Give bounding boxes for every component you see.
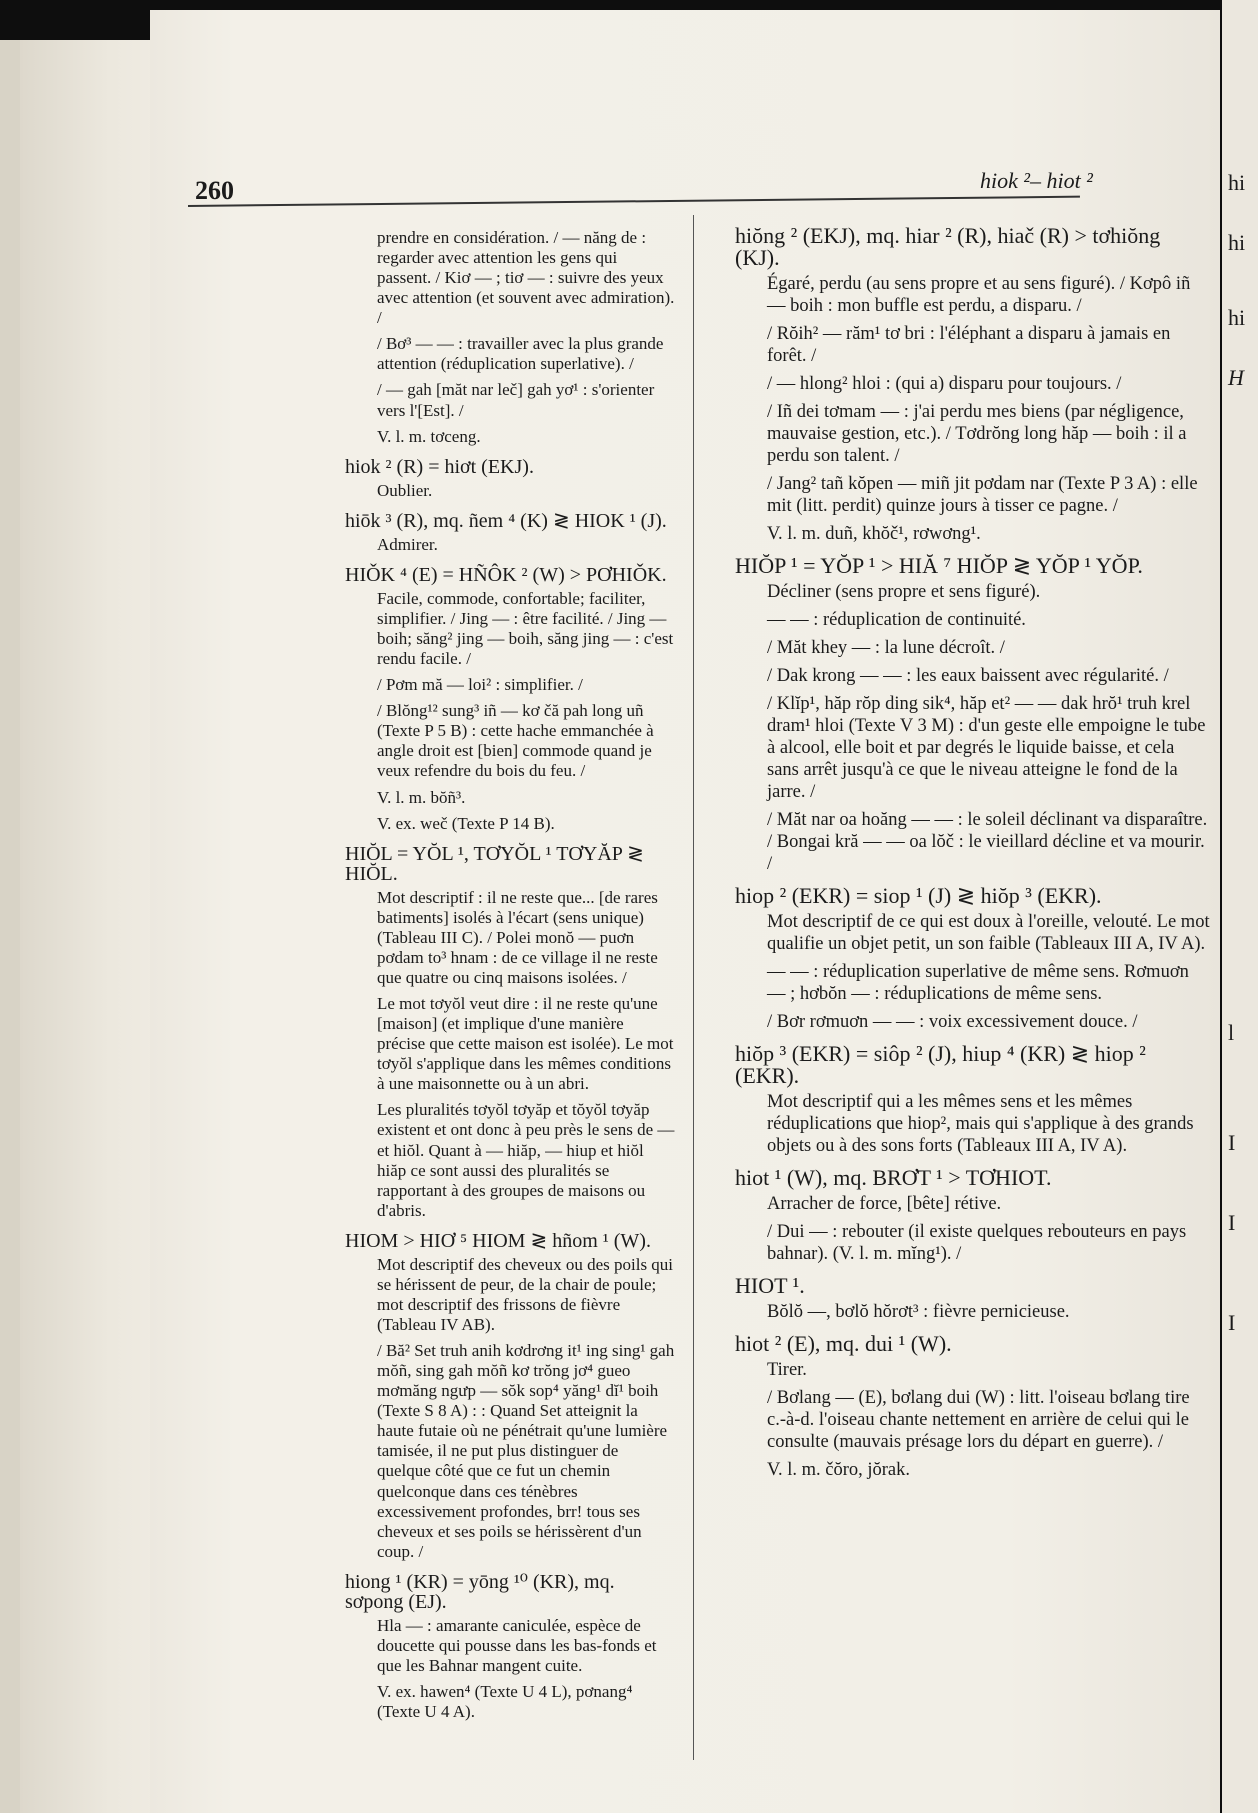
dictionary-definition: V. l. m. čŏro, jŏrak. — [767, 1460, 911, 1480]
running-head: hiok ²– hiot ² — [980, 168, 1093, 193]
dictionary-headword: HIOM > HIƠ ⁵ HIOM ≷ hñom ¹ (W). — [345, 1229, 651, 1252]
page-number: 260 — [195, 176, 234, 205]
dictionary-definition: Le mot tơyŏl veut dire : il ne reste qu'une [maison] (et implique d'une manière précise que cette maison est isolée). Le mot tơyŏl s'applique dans les mêmes conditions à une maisonnette ou à un abri. — [377, 994, 674, 1094]
dictionary-definition: / Bă² Set truh anih kơdrơng it¹ ing sing¹ gah mŏñ, sing gah mŏñ kơ trŏng jơ⁴ gueo mơmăng ngưp — sŏk sop⁴ yăng¹ dĭ¹ boih (Texte S 8 A) : : Quand Set atteignit la haute futaie où ne pénétrait qu'une lumière tamisée, il ne put plus distinguer de quelque côté que ce fut un chemin quelconque dans ces ténèbres excessivement profondes, brr! tous ses cheveux et ses poils se hérissèrent d'un coup. / — [377, 1341, 675, 1561]
dictionary-definition: — — : réduplication de continuité. — [767, 610, 1026, 630]
dictionary-headword: hiŏng ² (EKJ), mq. hiar ² (R), hiač (R) > tơhiŏng (KJ). — [735, 223, 1161, 270]
dictionary-definition: Oublier. — [377, 480, 433, 500]
dictionary-definition: Admirer. — [377, 534, 438, 554]
dictionary-definition: V. ex. weč (Texte P 14 B). — [377, 813, 555, 833]
dictionary-headword: HIŎL = YŎL ¹, TƠYŎL ¹ TƠYĂP ≷ HIŎL. — [345, 842, 644, 885]
next-page-edge — [1222, 0, 1258, 1813]
dictionary-definition: / Dui — : rebouter (il existe quelques rebouteurs en pays bahnar). (V. l. m. mĭng¹). / — [767, 1222, 1187, 1264]
column-divider — [693, 215, 694, 1760]
next-page-fragment: hi — [1228, 305, 1246, 330]
dictionary-definition: / Rŏih² — răm¹ tơ bri : l'éléphant a disparu à jamais en forêt. / — [767, 324, 1171, 366]
next-page-fragment: I — [1228, 1130, 1236, 1155]
dictionary-headword: hiong ¹ (KR) = yōng ¹⁰ (KR), mq. sơpong (EJ). — [345, 1570, 615, 1613]
dictionary-definition: / Jang² tañ kŏpen — miñ jit pơdam nar (Texte P 3 A) : elle mit (litt. perdit) quinze jours à tisser ce pagne. / — [767, 474, 1198, 516]
dictionary-definition: Tirer. — [767, 1360, 807, 1380]
dictionary-definition: V. ex. hawen⁴ (Texte U 4 L), pơnang⁴ (Texte U 4 A). — [377, 1682, 633, 1722]
next-page-fragment: hi — [1228, 170, 1246, 195]
dictionary-definition: Facile, commode, confortable; faciliter, simplifier. / Jing — : être facilité. / Jing — boih; săng² jing — boih, săng jing — : c'est rendu facile. / — [377, 588, 674, 669]
dictionary-headword: HIŎP ¹ = YŎP ¹ > HIĂ ⁷ HIŎP ≷ YŎP ¹ YŎP. — [735, 553, 1143, 578]
dictionary-definition: / Bơr rơmuơn — — : voix excessivement douce. / — [767, 1012, 1138, 1032]
next-page-fragment: hi — [1228, 230, 1246, 255]
dictionary-definition: — — : réduplication superlative de même sens. Rơmuơn — ; hơbŏn — : réduplications de même sens. — [767, 962, 1189, 1004]
dictionary-definition: / Măt nar oa hoăng — — : le soleil déclinant va disparaître. / Bongai kră — — oa lŏč : le vieillard décline et va mourir. / — [767, 810, 1208, 874]
dictionary-definition: / Blŏng¹² sung³ iñ — kơ čă pah long uñ (Texte P 5 B) : cette hache emmanchée à angle droit est [bien] commode quand je veux refendre du bois du feu. / — [377, 701, 654, 781]
dictionary-definition: / Pơm mă — loi² : simplifier. / — [377, 675, 583, 695]
dictionary-headword: HIǑK ⁴ (E) = HÑÔK ² (W) > PƠHIǑK. — [345, 563, 667, 586]
dictionary-definition: / — gah [măt nar leč] gah yơ¹ : s'orienter vers l'[Est]. / — [377, 380, 655, 420]
dictionary-headword: hiot ² (E), mq. dui ¹ (W). — [735, 1331, 952, 1356]
next-page-fragment: l — [1228, 1020, 1235, 1045]
left-column — [345, 228, 675, 1728]
dictionary-definition: / Klĭp¹, hăp rŏp ding sik⁴, hăp et² — — dak hrŏ¹ truh krel dram¹ hloi (Texte V 3 M) : d'un geste elle empoigne le tube à alcool, elle boit et par degrés le liquide baisse, et cela sans arrêt jusqu'à ce que le niveau atteigne le fond de la jarre. / — [767, 694, 1206, 802]
dictionary-definition: Mot descriptif : il ne reste que... [de rares batiments] isolés à l'écart (sens unique) (Tableau III C). / Polei monŏ — puơn pơdam to³ hnam : de ce village il ne reste que quatre ou cinq maisons isolées. / — [377, 887, 658, 987]
dictionary-definition: / Măt khey — : la lune décroît. / — [767, 638, 1005, 658]
dictionary-definition: prendre en considération. / — năng de : regarder avec attention les gens qui passent. / Kiơ — ; tiơ — : suivre des yeux avec attention (et souvent avec admiration). / — [377, 228, 675, 328]
dictionary-definition: Égaré, perdu (au sens propre et au sens figuré). / Kơpô iñ — boih : mon buffle est perdu, a disparu. / — [767, 274, 1191, 316]
dictionary-definition: Mot descriptif de ce qui est doux à l'oreille, velouté. Le mot qualifie un objet petit, un son faible (Tableaux III A, IV A). — [767, 912, 1210, 954]
dictionary-definition: Décliner (sens propre et sens figuré). — [767, 582, 1041, 602]
next-page-fragment: H — [1228, 365, 1244, 390]
dictionary-definition: / Dak krong — — : les eaux baissent avec régularité. / — [767, 666, 1169, 686]
dictionary-headword: hiŏp ³ (EKR) = siôp ² (J), hiup ⁴ (KR) ≷ hiop ² (EKR). — [735, 1041, 1146, 1088]
book-edge-left — [0, 40, 20, 1813]
dictionary-definition: / Iñ dei tơmam — : j'ai perdu mes biens (par négligence, mauvaise gestion, etc.). / Tơdrŏng long hăp — boih : il a perdu son talent. / — [767, 402, 1187, 466]
dictionary-headword: HIOT ¹. — [735, 1273, 805, 1298]
dictionary-definition: Les pluralités tơyŏl tơyăp et tŏyŏl tơyăp existent et ont donc à peu près le sens de — et hiŏl. Quant à — hiăp, — hiup et hiŏl hiăp ce sont aussi des pluralités se rapportant à des groupes de maisons ou d'abris. — [377, 1100, 675, 1220]
dictionary-definition: V. l. m. duñ, khŏč¹, rơwơng¹. — [767, 524, 981, 544]
next-page-fragment: I — [1228, 1310, 1236, 1335]
dictionary-headword: hiok ² (R) = hiơt (EKJ). — [345, 455, 534, 478]
dictionary-headword: hiop ² (EKR) = siop ¹ (J) ≷ hiŏp ³ (EKR). — [735, 883, 1102, 908]
next-page-fragment: I — [1228, 1210, 1236, 1235]
dictionary-definition: Bŏlŏ —, bơlŏ hŏrơt³ : fièvre pernicieuse. — [767, 1302, 1070, 1322]
dictionary-definition: Arracher de force, [bête] rétive. — [767, 1194, 1002, 1214]
dictionary-headword: hiot ¹ (W), mq. BRƠT ¹ > TƠHIOT. — [735, 1165, 1052, 1190]
dictionary-headword: hiōk ³ (R), mq. ñem ⁴ (K) ≷ HIOK ¹ (J). — [345, 509, 667, 532]
book-page-stack — [20, 40, 170, 1813]
dictionary-definition: V. l. m. bŏñ³. — [377, 787, 466, 807]
dictionary-definition: / Bơlang — (E), bơlang dui (W) : litt. l'oiseau bơlang tire c.-à-d. l'oiseau chante nettement en arrière de celui qui le consulte (mauvais présage lors du départ en guerre). / — [767, 1388, 1190, 1452]
right-column — [735, 215, 1210, 1487]
dictionary-definition: Mot descriptif des cheveux ou des poils qui se hérissent de peur, de la chair de poule; mot descriptif des frissons de fièvre (Tableau IV AB). — [377, 1254, 674, 1334]
dictionary-definition: / — hlong² hloi : (qui a) disparu pour toujours. / — [767, 374, 1122, 394]
dictionary-definition: Hla — : amarante caniculée, espèce de doucette qui pousse dans les bas-fonds et que les Bahnar mangent cuite. — [377, 1615, 657, 1675]
dictionary-definition: V. l. m. tơceng. — [377, 426, 481, 446]
dictionary-definition: / Bơ³ — — : travailler avec la plus grande attention (réduplication superlative). / — [377, 334, 664, 374]
dictionary-definition: Mot descriptif qui a les mêmes sens et les mêmes réduplications que hiop², mais qui s'applique à des grands objets ou à des sons forts (Tableaux III A, IV A). — [767, 1092, 1194, 1156]
